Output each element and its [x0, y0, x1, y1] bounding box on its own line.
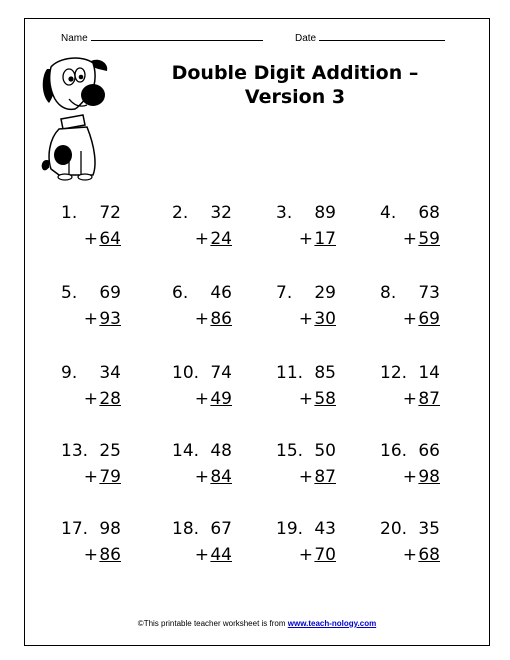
- plus-sign: +: [298, 309, 313, 329]
- problem-9: [61, 363, 131, 413]
- problem-number: 10.: [172, 363, 200, 383]
- problem-number: 6.: [172, 283, 189, 303]
- addend-bottom: 69: [418, 309, 440, 329]
- addend-top: 72: [99, 203, 121, 223]
- name-label: Name: [61, 33, 88, 44]
- plus-sign: +: [83, 545, 98, 565]
- date-line[interactable]: [319, 31, 445, 41]
- addend-bottom: 87: [314, 467, 336, 487]
- footer: [25, 619, 489, 628]
- problem-1: [61, 203, 131, 253]
- addend-top: 68: [418, 203, 440, 223]
- problem-12: [380, 363, 450, 413]
- addend-top: 34: [99, 363, 121, 383]
- plus-sign: +: [402, 389, 417, 409]
- problem-number: 19.: [276, 519, 304, 539]
- problem-17: [61, 519, 131, 569]
- problem-20: [380, 519, 450, 569]
- addend-bottom: 93: [99, 309, 121, 329]
- addend-top: 73: [418, 283, 440, 303]
- addend-bottom: 64: [99, 229, 121, 249]
- problem-number: 18.: [172, 519, 200, 539]
- addend-top: 98: [99, 519, 121, 539]
- problem-4: [380, 203, 450, 253]
- addend-top: 48: [210, 441, 232, 461]
- problem-number: 1.: [61, 203, 78, 223]
- problem-number: 20.: [380, 519, 408, 539]
- problem-number: 2.: [172, 203, 189, 223]
- problem-10: [172, 363, 242, 413]
- problem-13: [61, 441, 131, 491]
- plus-sign: +: [298, 467, 313, 487]
- problem-number: 16.: [380, 441, 408, 461]
- problem-8: [380, 283, 450, 333]
- addend-bottom: 87: [418, 389, 440, 409]
- problem-2: [172, 203, 242, 253]
- plus-sign: +: [402, 309, 417, 329]
- problem-number: 9.: [61, 363, 78, 383]
- page-title: [155, 61, 435, 109]
- problem-5: [61, 283, 131, 333]
- addend-bottom: 68: [418, 545, 440, 565]
- addend-bottom: 84: [210, 467, 232, 487]
- plus-sign: +: [194, 229, 209, 249]
- addend-top: 25: [99, 441, 121, 461]
- plus-sign: +: [402, 467, 417, 487]
- problem-6: [172, 283, 242, 333]
- title-line-1: Double Digit Addition –: [171, 62, 419, 84]
- problem-7: [276, 283, 346, 333]
- addend-bottom: 30: [314, 309, 336, 329]
- title-line-2: Version 3: [244, 86, 346, 108]
- plus-sign: +: [83, 467, 98, 487]
- problem-19: [276, 519, 346, 569]
- plus-sign: +: [402, 545, 417, 565]
- plus-sign: +: [194, 467, 209, 487]
- addend-top: 89: [314, 203, 336, 223]
- problem-number: 17.: [61, 519, 89, 539]
- plus-sign: +: [83, 389, 98, 409]
- problem-number: 4.: [380, 203, 397, 223]
- problem-number: 14.: [172, 441, 200, 461]
- problem-14: [172, 441, 242, 491]
- addend-top: 50: [314, 441, 336, 461]
- date-label: Date: [295, 33, 317, 44]
- plus-sign: +: [298, 229, 313, 249]
- addend-bottom: 59: [418, 229, 440, 249]
- plus-sign: +: [83, 309, 98, 329]
- problem-15: [276, 441, 346, 491]
- addend-bottom: 28: [99, 389, 121, 409]
- addend-top: 69: [99, 283, 121, 303]
- addend-bottom: 98: [418, 467, 440, 487]
- problem-number: 15.: [276, 441, 304, 461]
- problem-number: 12.: [380, 363, 408, 383]
- problem-number: 7.: [276, 283, 293, 303]
- addend-bottom: 49: [210, 389, 232, 409]
- addend-bottom: 44: [210, 545, 232, 565]
- addend-top: 67: [210, 519, 232, 539]
- addend-top: 43: [314, 519, 336, 539]
- problem-18: [172, 519, 242, 569]
- problem-number: 13.: [61, 441, 89, 461]
- addend-top: 32: [210, 203, 232, 223]
- problem-11: [276, 363, 346, 413]
- addend-bottom: 17: [314, 229, 336, 249]
- footer-text: ©This printable teacher worksheet is from: [137, 619, 288, 628]
- plus-sign: +: [298, 545, 313, 565]
- problem-3: [276, 203, 346, 253]
- addend-bottom: 24: [210, 229, 232, 249]
- problem-number: 5.: [61, 283, 78, 303]
- addend-top: 14: [418, 363, 440, 383]
- addend-bottom: 86: [210, 309, 232, 329]
- name-line[interactable]: [91, 31, 263, 41]
- addend-top: 85: [314, 363, 336, 383]
- problem-number: 8.: [380, 283, 397, 303]
- plus-sign: +: [194, 545, 209, 565]
- plus-sign: +: [194, 389, 209, 409]
- date-field[interactable]: [295, 31, 445, 44]
- problem-number: 11.: [276, 363, 304, 383]
- addend-bottom: 86: [99, 545, 121, 565]
- problem-number: 3.: [276, 203, 293, 223]
- plus-sign: +: [402, 229, 417, 249]
- cartoon-dog-icon: [39, 55, 109, 185]
- plus-sign: +: [298, 389, 313, 409]
- addend-top: 74: [210, 363, 232, 383]
- addend-top: 35: [418, 519, 440, 539]
- addend-bottom: 58: [314, 389, 336, 409]
- plus-sign: +: [194, 309, 209, 329]
- plus-sign: +: [83, 229, 98, 249]
- addend-top: 29: [314, 283, 336, 303]
- addend-bottom: 79: [99, 467, 121, 487]
- addend-top: 66: [418, 441, 440, 461]
- footer-link[interactable]: www.teach-nology.com: [287, 619, 377, 628]
- problem-16: [380, 441, 450, 491]
- name-field[interactable]: [61, 31, 263, 44]
- addend-top: 46: [210, 283, 232, 303]
- addend-bottom: 70: [314, 545, 336, 565]
- worksheet-page: [24, 18, 490, 646]
